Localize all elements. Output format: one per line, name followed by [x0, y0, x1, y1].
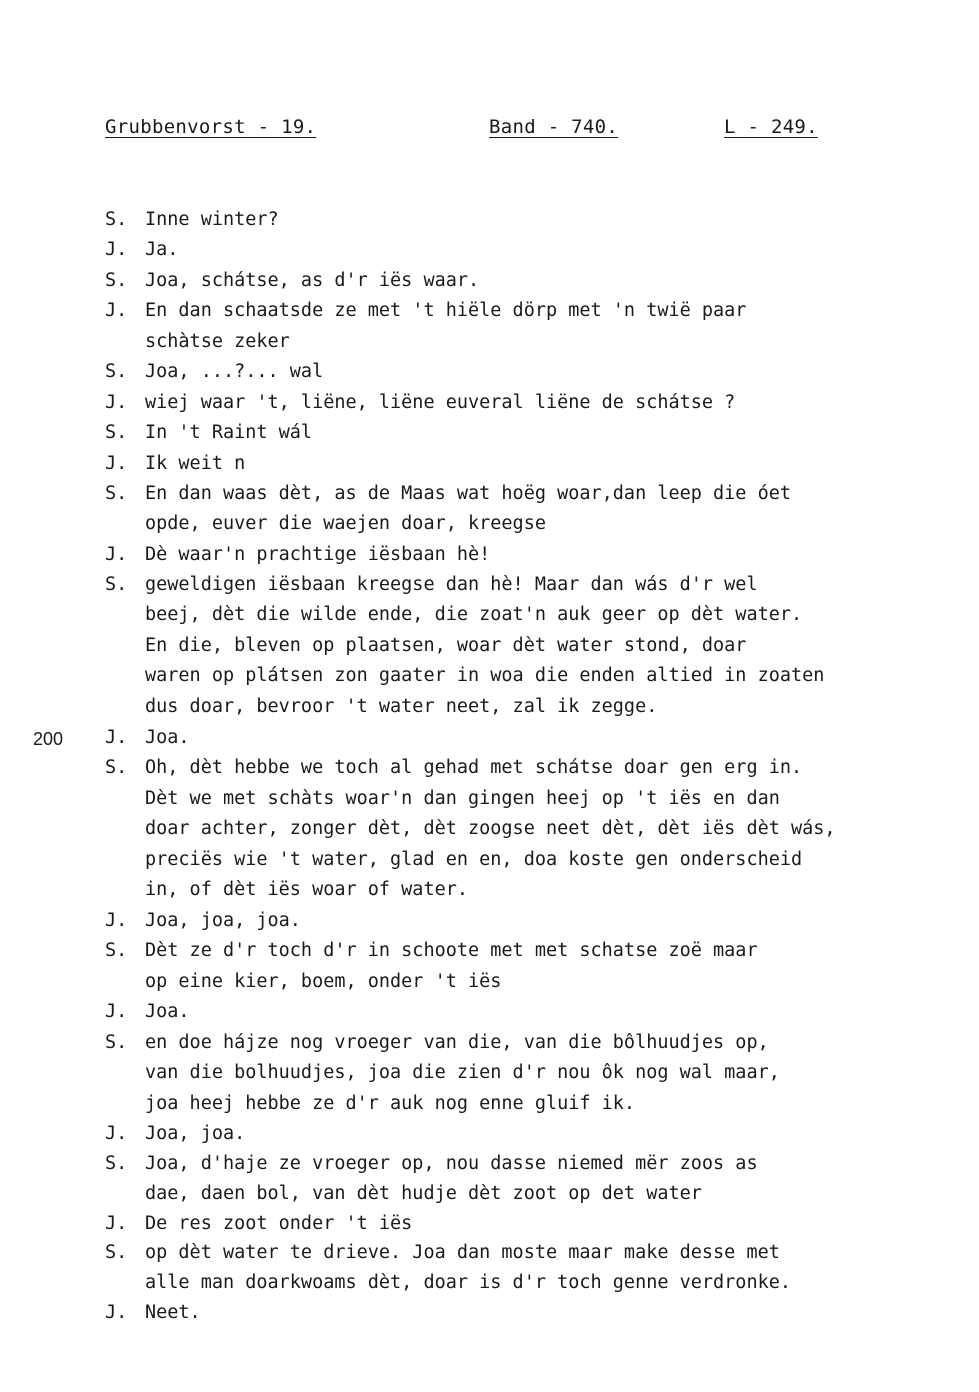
- speaker-label: J.: [105, 1001, 128, 1022]
- utterance-text: joa heej hebbe ze d'r auk nog enne gluif ik.: [145, 1093, 636, 1114]
- speaker-label: S.: [105, 1242, 128, 1263]
- utterance-text: in, of dèt iës woar of water.: [145, 879, 469, 900]
- utterance-text: preciës wie 't water, glad en en, doa koste gen onderscheid: [145, 849, 803, 870]
- utterance-text: Joa.: [145, 1001, 190, 1022]
- utterance-text: en doe hájze nog vroeger van die, van die bôlhuudjes op,: [145, 1032, 769, 1053]
- speaker-label: S.: [105, 940, 128, 961]
- utterance-text: op dèt water te drieve. Joa dan moste maar make desse met: [145, 1242, 780, 1263]
- utterance-text: van die bolhuudjes, joa die zien d'r nou ôk nog wal maar,: [145, 1062, 780, 1083]
- utterance-text: op eine kier, boem, onder 't iës: [145, 971, 502, 992]
- speaker-label: J.: [105, 727, 128, 748]
- utterance-text: Oh, dèt hebbe we toch al gehad met schátse doar gen erg in.: [145, 757, 803, 778]
- utterance-text: geweldigen iësbaan kreegse dan hè! Maar dan wás d'r wel: [145, 574, 758, 595]
- utterance-text: dae, daen bol, van dèt hudje dèt zoot op det water: [145, 1183, 702, 1204]
- utterance-text: Joa.: [145, 727, 190, 748]
- utterance-text: De res zoot onder 't iës: [145, 1213, 413, 1234]
- speaker-label: S.: [105, 757, 128, 778]
- utterance-text: Ja.: [145, 239, 179, 260]
- utterance-text: opde, euver die waejen doar, kreegse: [145, 513, 546, 534]
- utterance-text: Joa, d'haje ze vroeger op, nou dasse niemed mër zoos as: [145, 1153, 758, 1174]
- speaker-label: S.: [105, 483, 128, 504]
- utterance-text: alle man doarkwoams dèt, doar is d'r toch genne verdronke.: [145, 1272, 792, 1293]
- utterance-text: En dan waas dèt, as de Maas wat hoëg woar,dan leep die óet: [145, 483, 792, 504]
- utterance-text: En die, bleven op plaatsen, woar dèt water stond, doar: [145, 635, 747, 656]
- utterance-text: Inne winter?: [145, 209, 279, 230]
- speaker-label: J.: [105, 239, 128, 260]
- speaker-label: S.: [105, 1032, 128, 1053]
- margin-line-number: 200: [33, 729, 64, 749]
- utterance-text: beej, dèt die wilde ende, die zoat'n auk geer op dèt water.: [145, 604, 803, 625]
- utterance-text: Dèt ze d'r toch d'r in schoote met met schatse zoë maar: [145, 940, 758, 961]
- utterance-text: Joa, schátse, as d'r iës waar.: [145, 270, 480, 291]
- speaker-label: S.: [105, 270, 128, 291]
- utterance-text: Joa, joa.: [145, 1123, 246, 1144]
- utterance-text: Joa, joa, joa.: [145, 910, 301, 931]
- utterance-text: En dan schaatsde ze met 't hiële dörp met 'n twië paar: [145, 300, 747, 321]
- utterance-text: Neet.: [145, 1302, 201, 1323]
- speaker-label: J.: [105, 910, 128, 931]
- speaker-label: J.: [105, 300, 128, 321]
- speaker-label: J.: [105, 1213, 128, 1234]
- utterance-text: waren op plátsen zon gaater in woa die enden altied in zoaten: [145, 665, 825, 686]
- utterance-text: In 't Raint wál: [145, 422, 313, 443]
- speaker-label: J.: [105, 544, 128, 565]
- header-location: Grubbenvorst - 19.: [105, 116, 317, 138]
- utterance-text: doar achter, zonger dèt, dèt zoogse neet dèt, dèt iës dèt wás,: [145, 818, 836, 839]
- utterance-text: Joa, ...?... wal: [145, 361, 324, 382]
- utterance-text: Dèt we met schàts woar'n dan gingen heej op 't iës en dan: [145, 788, 780, 809]
- speaker-label: J.: [105, 453, 128, 474]
- speaker-label: J.: [105, 1123, 128, 1144]
- speaker-label: S.: [105, 422, 128, 443]
- utterance-text: Dè waar'n prachtige iësbaan hè!: [145, 544, 491, 565]
- utterance-text: schàtse zeker: [145, 331, 290, 352]
- speaker-label: S.: [105, 209, 128, 230]
- utterance-text: dus doar, bevroor 't water neet, zal ik zegge.: [145, 696, 658, 717]
- utterance-text: Ik weit n: [145, 453, 246, 474]
- speaker-label: S.: [105, 1153, 128, 1174]
- utterance-text: wiej waar 't, liëne, liëne euveral liëne de schátse ?: [145, 392, 736, 413]
- header-band: Band - 740.: [489, 116, 619, 138]
- speaker-label: S.: [105, 574, 128, 595]
- speaker-label: S.: [105, 361, 128, 382]
- header-reference: L - 249.: [724, 116, 818, 138]
- speaker-label: J.: [105, 1302, 128, 1323]
- speaker-label: J.: [105, 392, 128, 413]
